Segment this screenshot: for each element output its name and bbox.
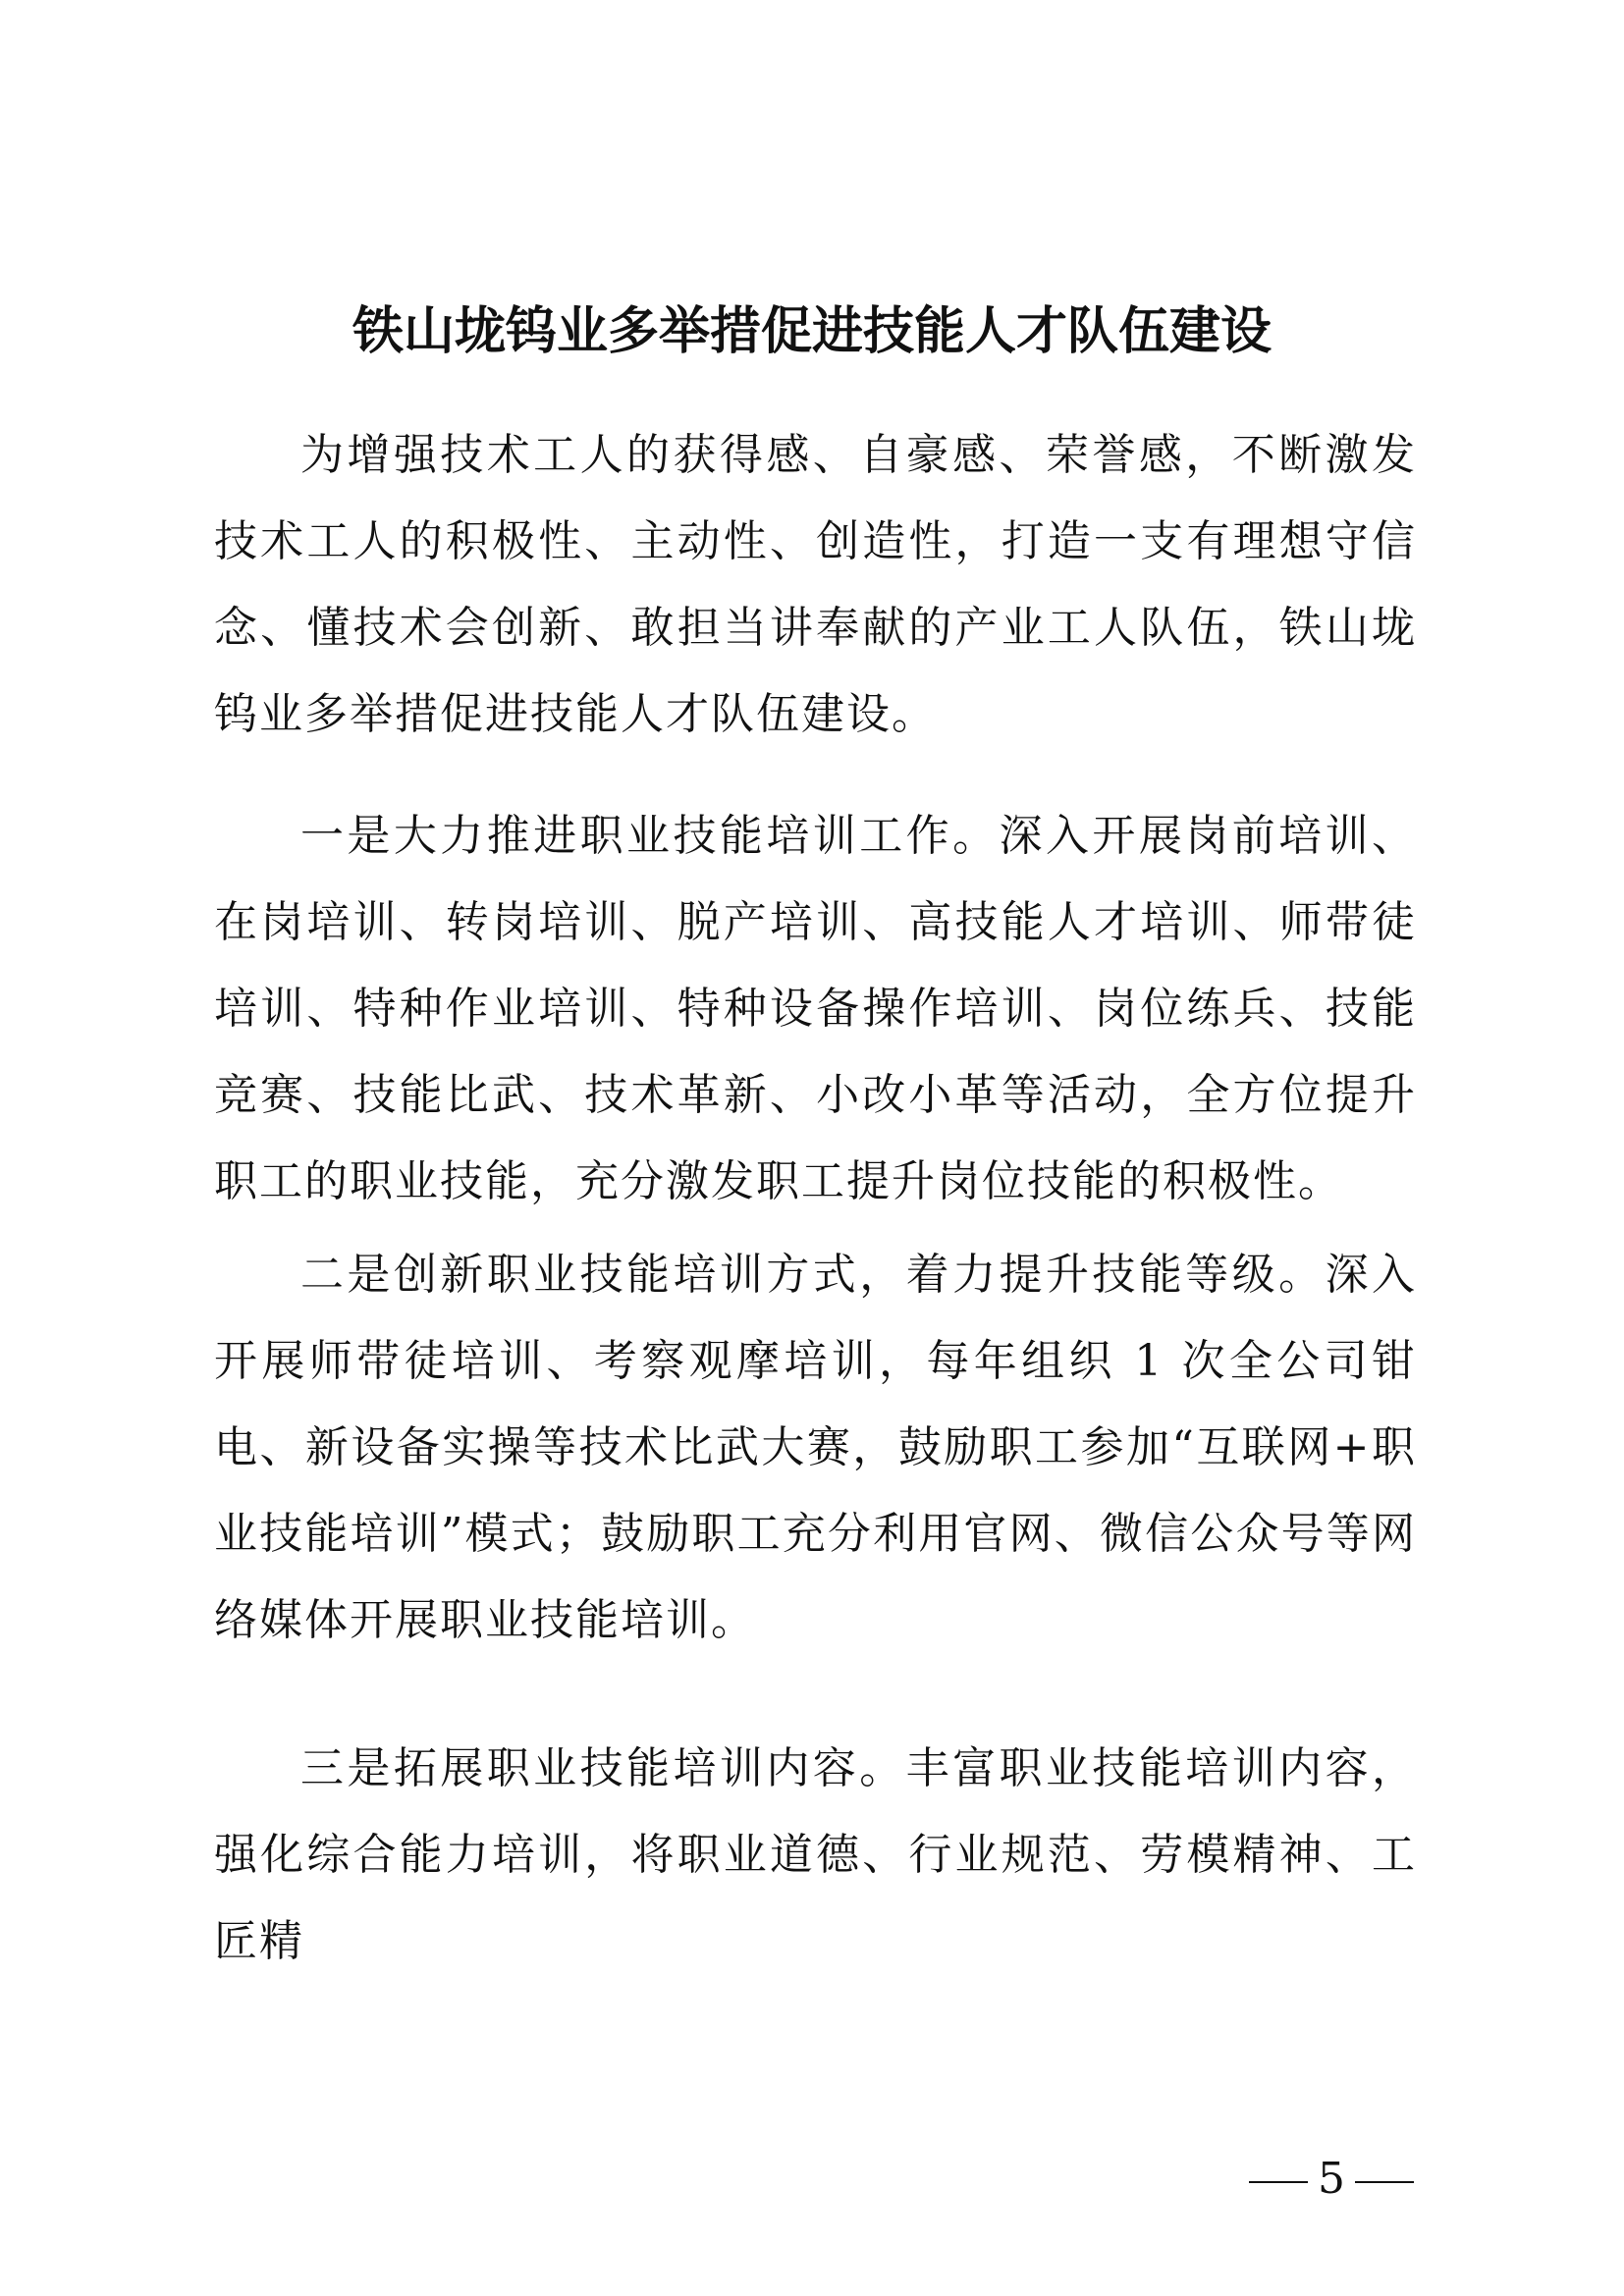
paragraph-measure-one: 一是大力推进职业技能培训工作。深入开展岗前培训、在岗培训、转岗培训、脱产培训、高技能人才培训、师带徒培训、特种作业培训、特种设备操作培训、岗位练兵、技能竞赛、技能比武、技术革新、小改小革等活动，全方位提升职工的职业技能，充分激发职工提升岗位技能的积极性。: [214, 811, 1417, 1206]
paragraph-measure-two: 二是创新职业技能培训方式，着力提升技能等级。深入开展师带徒培训、考察观摩培训，每年组织 1 次全公司钳电、新设备实操等技术比武大赛，鼓励职工参加“互联网+职业技能培训”模式；鼓励职工充分利用官网、微信公众号等网络媒体开展职业技能培训。: [214, 1250, 1417, 1645]
footer-dash-right: [1355, 2181, 1414, 2183]
page-footer: [1239, 2150, 1424, 2209]
footer-dash-left: [1249, 2181, 1308, 2183]
page-number: 5: [1318, 2154, 1345, 2204]
paragraph-intro: 为增强技术工人的获得感、自豪感、荣誉感，不断激发技术工人的积极性、主动性、创造性，打造一支有理想守信念、懂技术会创新、敢担当讲奉献的产业工人队伍，铁山垅钨业多举措促进技能人才队伍建设。: [214, 430, 1417, 739]
paragraph-measure-three: 三是拓展职业技能培训内容。丰富职业技能培训内容，强化综合能力培训，将职业道德、行业规范、劳模精神、工匠精: [214, 1743, 1417, 1966]
document-title: 铁山垅钨业多举措促进技能人才队伍建设: [352, 302, 1272, 361]
